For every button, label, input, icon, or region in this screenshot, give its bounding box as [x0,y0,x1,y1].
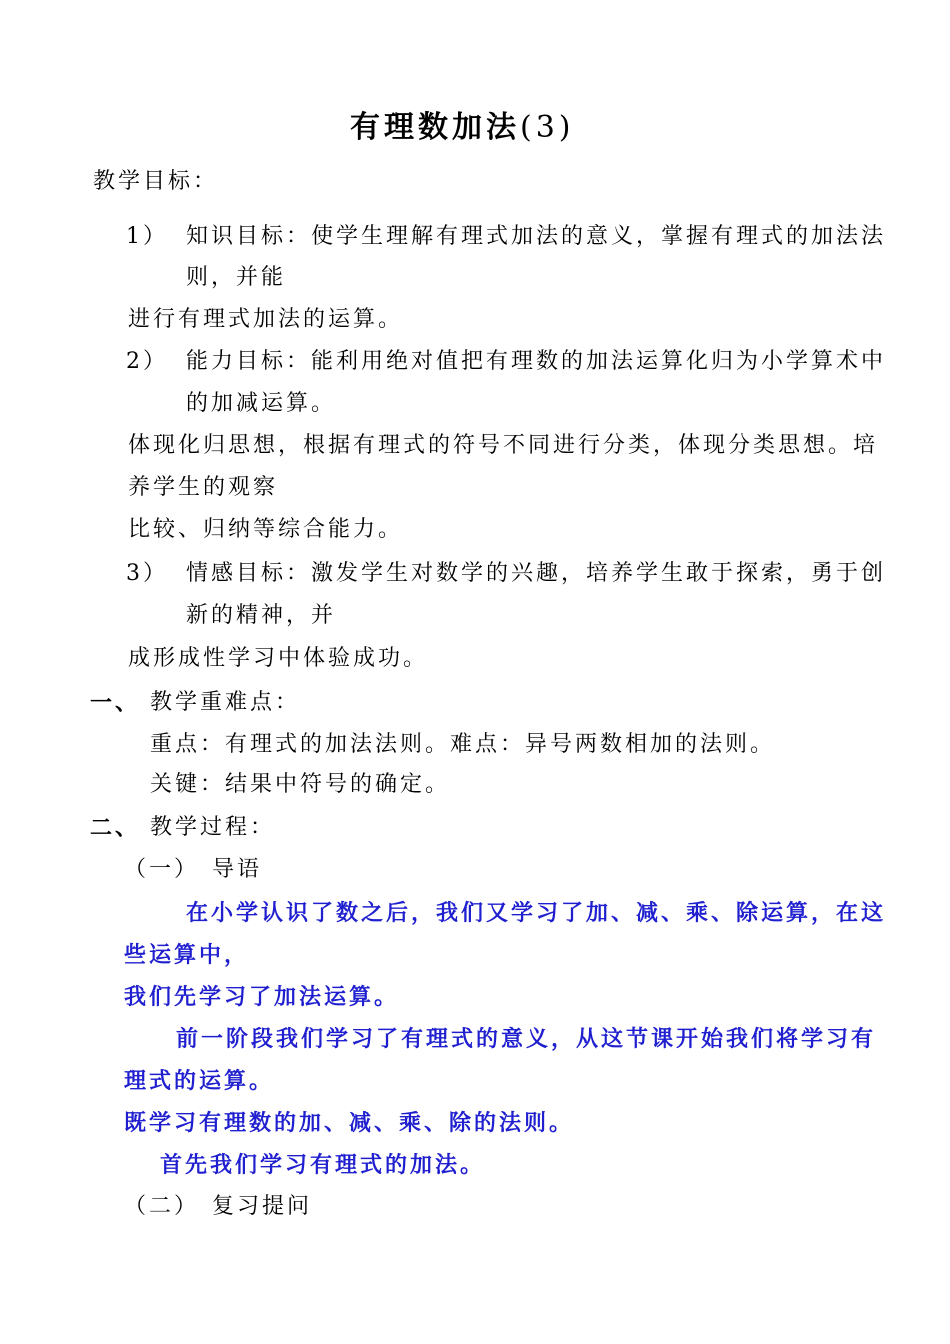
intro-paragraph-3-line-2: 理式的运算。 [124,1068,275,1094]
intro-paragraph-1-line-1: 在小学认识了数之后，我们又学习了加、减、乘、除运算，在这 [186,900,887,926]
section-2-heading: 教学过程： [150,815,276,840]
key-line: 关键：结果中符号的确定。 [150,772,451,797]
objective-2-marker: 2） [126,349,168,374]
objective-2-continuation-3: 比较、归纳等综合能力。 [128,517,404,542]
subsection-1-heading: 导语 [212,857,263,882]
objective-1-marker: 1） [126,224,168,249]
subsection-1-marker: （一） [124,857,200,882]
objective-3-marker: 3） [126,561,168,586]
key-points-line: 重点：有理式的加法法则。难点：异号两数相加的法则。 [150,732,776,757]
objective-3-line-2: 新的精神，并 [186,603,337,628]
objective-2-line-1: 能力目标：能利用绝对值把有理数的加法运算化归为小学算术中 [186,349,887,374]
objective-2-continuation-2: 养学生的观察 [128,475,279,500]
page-title [350,108,575,148]
subsection-2-marker: （二） [124,1194,200,1219]
section-1-marker: 一、 [90,690,141,716]
objective-1-line-2: 则，并能 [186,265,287,290]
objective-2-continuation-1: 体现化归思想，根据有理式的符号不同进行分类，体现分类思想。培 [128,433,879,458]
objective-3-continuation: 成形成性学习中体验成功。 [128,646,429,671]
intro-paragraph-2: 我们先学习了加法运算。 [124,984,400,1010]
section-1-heading: 教学重难点： [150,690,301,715]
title-number: (3) [520,110,575,145]
intro-paragraph-3-line-1: 前一阶段我们学习了有理式的意义，从这节课开始我们将学习有 [176,1026,877,1052]
section-2-marker: 二、 [90,815,141,841]
intro-paragraph-4: 既学习有理数的加、减、乘、除的法则。 [124,1110,575,1136]
title-main: 有理数加法 [350,110,520,145]
subsection-2-heading: 复习提问 [212,1194,313,1219]
intro-paragraph-1-line-2: 些运算中， [124,942,250,968]
objectives-heading: 教学目标： [93,169,219,194]
objective-1-line-1: 知识目标：使学生理解有理式加法的意义，掌握有理式的加法法 [186,224,887,249]
objective-1-continuation: 进行有理式加法的运算。 [128,307,404,332]
intro-paragraph-5: 首先我们学习有理式的加法。 [160,1152,486,1178]
objective-2-line-2: 的加减运算。 [186,391,337,416]
objective-3-line-1: 情感目标：激发学生对数学的兴趣，培养学生敢于探索，勇于创 [186,561,887,586]
